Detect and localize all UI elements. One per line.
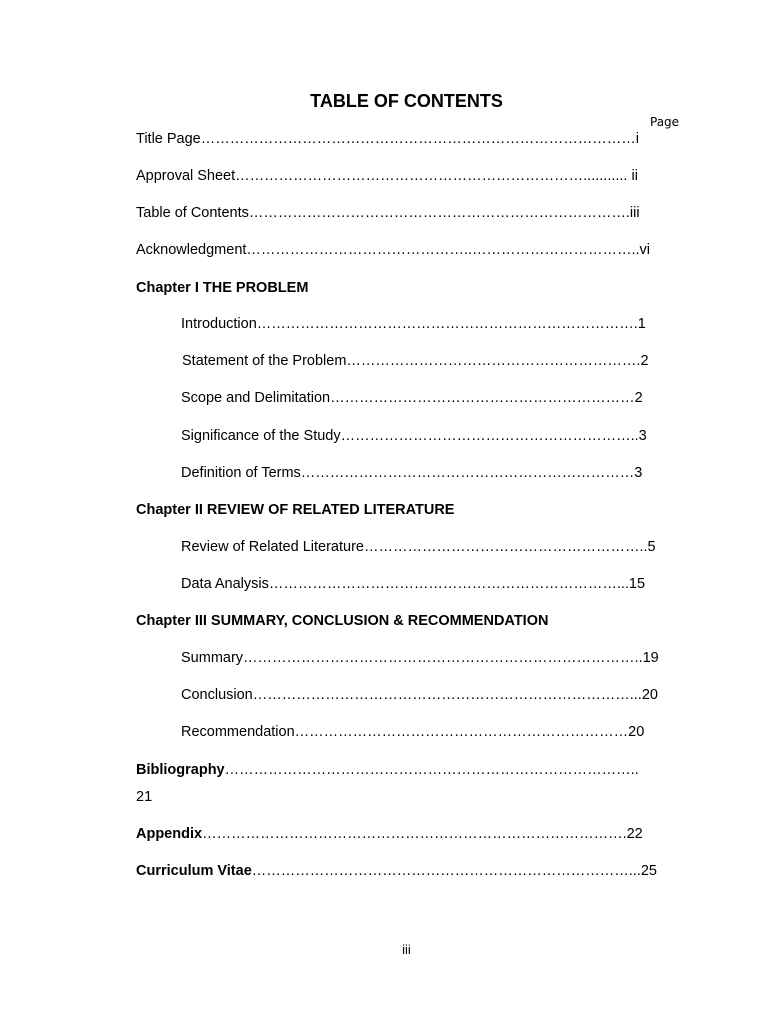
bibliography-leader: ………………………………………………………………………….. (224, 762, 639, 778)
toc-entry-data-analysis: Data Analysis………………………………………………………………...15 (181, 576, 646, 592)
page-column-label: Page (650, 115, 680, 129)
toc-entry-appendix (136, 824, 643, 844)
bibliography-label: Bibliography (136, 762, 225, 778)
toc-entry-recommendation: Recommendation……………………………………………………………20 (181, 724, 645, 740)
toc-entry-significance: Significance of the Study……………………………………………………..3 (181, 428, 647, 444)
appendix-leader: …………………………………………………………………………….22 (202, 826, 643, 842)
bibliography-page-number: 21 (136, 789, 153, 805)
page-footer-number: iii (402, 942, 411, 957)
toc-entry-summary: Summary………………………………………………………………………..19 (181, 650, 659, 666)
toc-entry-title-page: Title Page………………………………………………………………………………i (136, 131, 639, 147)
toc-entry-acknowledgment: Acknowledgment………………………………………..……………………………..vi (136, 242, 651, 258)
toc-entry-curriculum-vitae (136, 861, 657, 881)
chapter-2-heading: Chapter II REVIEW OF RELATED LITERATURE (136, 502, 455, 518)
curriculum-vitae-leader: ……………………………………………………………………...25 (251, 863, 657, 879)
toc-entry-scope-delimitation: Scope and Delimitation………………………………………………………2 (181, 390, 643, 406)
chapter-3-heading: Chapter III SUMMARY, CONCLUSION & RECOMMENDATION (136, 613, 549, 629)
toc-entry-review-literature: Review of Related Literature…………………………………………………..5 (181, 539, 656, 555)
toc-entry-statement-of-problem: Statement of the Problem…………………………………………………….2 (182, 353, 649, 369)
toc-entry-table-of-contents: Table of Contents…………………………………………………………………….iii (136, 205, 640, 221)
appendix-label: Appendix (136, 826, 203, 842)
toc-entry-bibliography (136, 760, 639, 780)
toc-entry-introduction: Introduction…………………………………………………………………….1 (181, 316, 646, 332)
toc-entry-conclusion: Conclusion……………………………………………………………………...20 (181, 687, 658, 703)
toc-entry-definition-of-terms: Definition of Terms……………………………………………………………3 (181, 465, 643, 481)
document-title: TABLE OF CONTENTS (310, 91, 503, 111)
curriculum-vitae-label: Curriculum Vitae (136, 863, 252, 879)
chapter-1-heading: Chapter I THE PROBLEM (136, 280, 309, 296)
toc-entry-approval-sheet: Approval Sheet………………………………………………………………........... ii (136, 168, 638, 184)
